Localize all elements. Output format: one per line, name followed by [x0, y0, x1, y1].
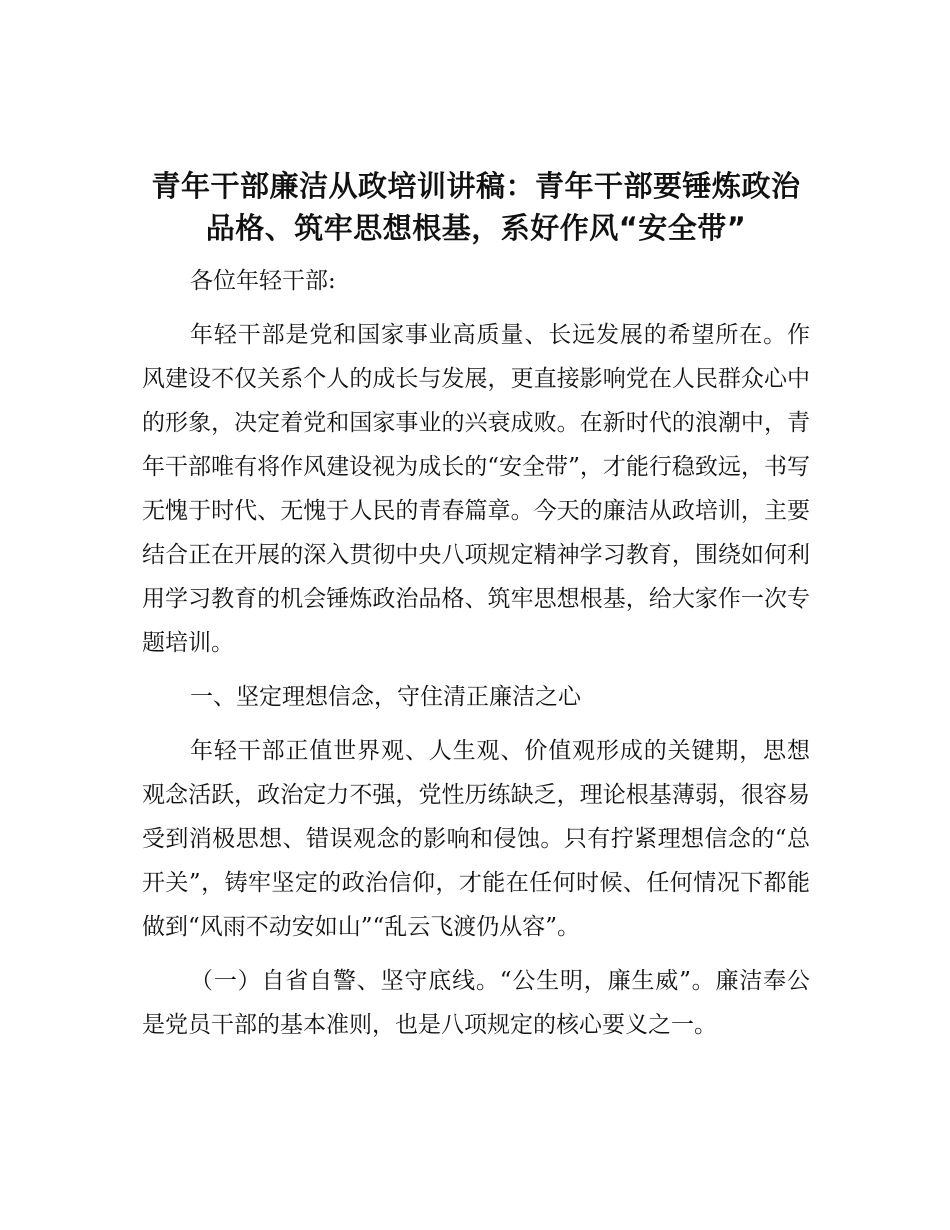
document-page	[142, 165, 810, 1057]
section-heading-1: 一、坚定理想信念，守住清正廉洁之心	[190, 684, 581, 710]
section-1-paragraph: 年轻干部正值世界观、人生观、价值观形成的关键期，思想观念活跃，政治定力不强，党性历练缺乏，理论根基薄弱，很容易受到消极思想、错误观念的影响和侵蚀。只有拧紧理想信念的“总开关”，铸牢坚定的政治信仰，才能在任何时候、任何情况下都能做到“风雨不动安如山”“乱云飞渡仍从容”。	[142, 738, 810, 940]
intro-paragraph: 年轻干部是党和国家事业高质量、长远发展的希望所在。作风建设不仅关系个人的成长与发展，更直接影响党在人民群众心中的形象，决定着党和国家事业的兴衰成败。在新时代的浪潮中，青年干部唯有将作风建设视为成长的“安全带”，才能行稳致远，书写无愧于时代、无愧于人民的青春篇章。今天的廉洁从政培训，主要结合正在开展的深入贯彻中央八项规定精神学习教育，围绕如何利用学习教育的机会锤炼政治品格、筑牢思想根基，给大家作一次专题培训。	[142, 322, 810, 656]
greeting: 各位年轻干部:	[190, 268, 336, 294]
document-title: 青年干部廉洁从政培训讲稿：青年干部要锤炼政治品格、筑牢思想根基，系好作风“安全带”	[151, 169, 801, 245]
subsection-1-paragraph: （一）自省自警、坚守底线。“公生明，廉生威”。廉洁奉公是党员干部的基本准则，也是八项规定的核心要义之一。	[142, 968, 810, 1038]
